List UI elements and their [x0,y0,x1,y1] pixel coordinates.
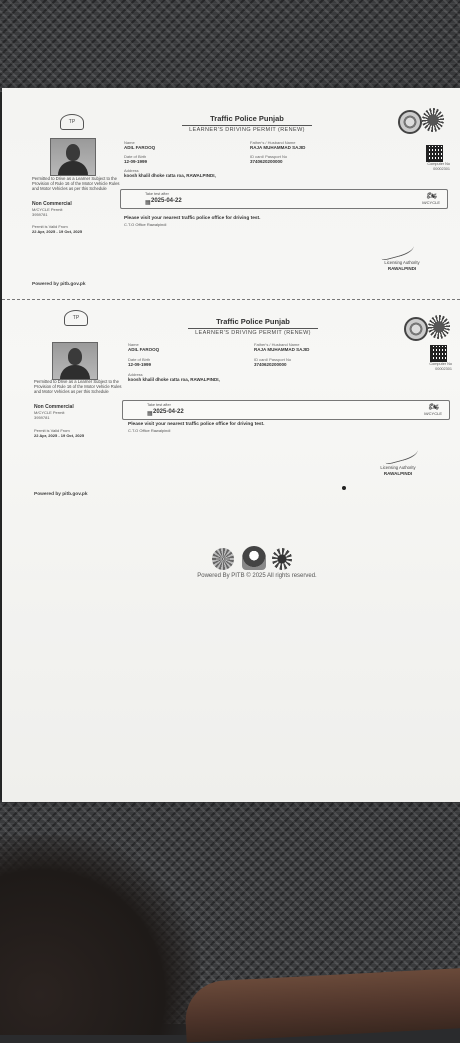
holder-photo [52,342,98,380]
address-label: Address [128,372,143,377]
powered-by: Powered by pitb.gov.pk [32,282,86,287]
calendar-icon: ▦ [145,200,151,206]
permit-card-2 [2,300,460,510]
test-date-box [122,400,450,420]
permit-subtitle: LEARNER'S DRIVING PERMIT (RENEW) [188,328,318,336]
police-logo-icon: TP [60,114,84,130]
name-label: Name [124,140,135,145]
calendar-icon: ▦ [147,411,153,417]
authority-city: RAWALPINDI [383,471,413,476]
vehicle-label: M/CYCLE [422,200,440,205]
cnic: 3740620200000 [250,159,283,164]
office: C.T.O Office Rawalpindi [124,222,167,227]
motorcycle-icon: 🏍 [428,402,439,411]
vehicle-label: M/CYCLE [424,411,442,416]
valid-range: 22 Apr, 2025 - 19 Oct, 2025 [32,229,83,234]
computer-no: 00002301 [435,367,452,371]
holder-photo [50,138,96,176]
pitb-logo-icon [242,546,266,570]
test-date: 2025-04-22 [153,409,184,415]
computer-no-label: Computer No [429,362,452,366]
holder-name: ADIL FAROOQ [124,145,156,150]
permitted-note: Permitted to Drive as a Learner Subject to the Provision of Rule 16 of the Motor Vehicle Rules and Motor Vehicles as per this Schedule [32,176,120,191]
valid-range: 22 Apr, 2025 - 19 Oct, 2025 [34,433,85,438]
computer-no: 00002301 [433,167,450,171]
address: koosh khalil dhoke ratta roa, RAWALPINDI, [124,173,216,178]
dob-label: Date of Birth [128,357,151,362]
footer-logos [212,546,292,572]
hand-shadow [0,835,200,1035]
father-name: RAJA MUHAMMAD SAJID [250,145,306,150]
test-date-box [120,189,448,209]
permit-no: 3959781 [32,212,48,217]
name-label: Name [128,342,139,347]
authority-signature [383,444,419,465]
authority-signature [379,240,415,261]
category: Non Commercial [34,404,74,410]
holder-name: ADIL FAROOQ [128,347,160,352]
permit-title: Traffic Police Punjab [216,317,290,326]
punjab-seal-icon [398,110,422,134]
ink-dot [342,486,346,490]
police-logo-icon: TP [64,310,88,326]
category-sub: M/CYCLE Permit [32,207,63,212]
test-date-label: Take test after [145,192,169,196]
father-label: Father's / Husband Name [254,342,300,347]
permit-subtitle: LEARNER'S DRIVING PERMIT (RENEW) [182,125,312,133]
father-label: Father's / Husband Name [250,140,296,145]
authority-label: Licensing Authority [380,465,416,470]
dob-label: Date of Birth [124,154,147,159]
father-name: RAJA MUHAMMAD SAJID [254,347,310,352]
police-badge-icon [272,548,292,570]
test-date-label: Take test after [147,403,171,407]
punjab-seal-icon [404,317,428,341]
permit-card-1 [2,88,460,298]
permitted-note: Permitted to Drive as a Learner Subject to the Provision of Rule 16 of the Motor Vehicle Rules and Motor Vehicles as per this Schedule [34,379,122,394]
fabric-background-top [0,0,460,92]
printed-paper [2,88,460,802]
authority-city: RAWALPINDI [387,266,417,271]
office: C.T.O Office Rawalpindi [128,428,171,433]
test-date: 2025-04-22 [151,198,182,204]
powered-by: Powered by pitb.gov.pk [34,492,88,497]
qr-code [430,345,447,362]
dob: 12-09-1999 [124,159,148,164]
cnic-label: ID card/ Passport No [250,154,288,159]
motorcycle-icon: 🏍 [426,191,437,200]
visit-note: Please visit your nearest traffic police office for driving test. [124,216,261,221]
address-label: Address [124,168,139,173]
cnic: 3740620200000 [254,362,287,367]
category: Non Commercial [32,201,72,207]
authority-label: Licensing Authority [384,260,420,265]
cnic-label: ID card/ Passport No [254,357,292,362]
dob: 12-09-1999 [128,362,152,367]
permit-no: 3959781 [34,415,50,420]
computer-no-label: Computer No [427,162,450,166]
valid-label: Permit is Valid From [34,428,70,433]
punjab-emblem-icon [212,548,234,570]
footer-copyright: Powered By PITB © 2025 All rights reserved. [197,573,317,579]
valid-label: Permit is Valid From [32,224,68,229]
police-badge-icon [428,315,450,339]
address: koosh khalil dhoke ratta roa, RAWALPINDI, [128,377,220,382]
permit-title: Traffic Police Punjab [210,114,284,123]
police-badge-icon [422,108,444,132]
visit-note: Please visit your nearest traffic police office for driving test. [128,422,265,427]
category-sub: M/CYCLE Permit [34,410,65,415]
qr-code [426,145,443,162]
